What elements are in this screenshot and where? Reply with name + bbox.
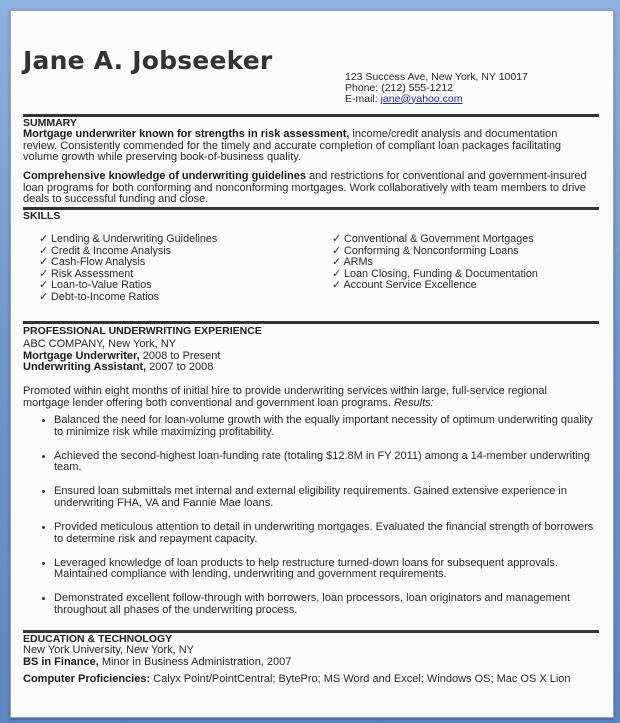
bullet-text: Leveraged knowledge of loan products to help restructure turned-down loans for subsequent approvals. Maintained compliance with lending, underwriting and government requirements. [54, 556, 558, 581]
results-label: Results: [393, 396, 434, 409]
bullet-text: Demonstrated excellent follow-through with borrowers, loan processors, loan originators and management throughout all phases of the underwriting process. [54, 592, 571, 617]
summary-highlight-2: Comprehensive knowledge of underwriting guidelines [23, 170, 306, 182]
phone: Phone: (212) 555-1212 [345, 81, 453, 94]
skills-right-column [332, 234, 538, 292]
computer-proficiencies-label: Computer Proficiencies: [23, 673, 151, 686]
skill-item: ✓ Loan-to-Value Ratios [39, 280, 217, 292]
skill-item: ✓ Credit & Income Analysis [39, 246, 217, 258]
skills-heading: SKILLS [23, 210, 61, 222]
skills-left-column [39, 234, 217, 304]
results-list [54, 415, 604, 629]
summary-highlight-1: Mortgage underwriter known for strengths in risk assessment, [23, 128, 350, 140]
school: New York University, New York, NY [23, 644, 194, 656]
candidate-name: Jane A. Jobseeker [23, 46, 273, 75]
summary-heading: SUMMARY [23, 117, 77, 129]
bullet-icon [42, 597, 45, 600]
summary-paragraph-1 [23, 129, 585, 164]
role-title: Mortgage Underwriter, [23, 349, 140, 362]
role-dates: 2007 to 2008 [146, 361, 214, 374]
intro-text: Promoted within eight months of initial hire to provide underwriting services within large, full-service regional mortgage lender offering both conventional and government loan programs. [23, 385, 547, 409]
bullet-icon [42, 490, 45, 493]
skill-item: ✓ Lending & Underwriting Guidelines [39, 234, 217, 246]
email-link[interactable]: jane@yahoo.com [380, 92, 463, 105]
education-block [23, 645, 571, 686]
address: 123 Success Ave, New York, NY 10017 [345, 71, 528, 83]
resume-page [10, 10, 614, 718]
section-divider [23, 321, 599, 324]
skill-item: ✓ Loan Closing, Funding & Documentation [332, 269, 538, 281]
bullet-text: Ensured loan submittals met internal and external eligibility requirements. Gained extensive experience in underwriting FHA, VA and Fannie Mae loans. [54, 485, 567, 509]
degree-detail: Minor in Business Administration, 2007 [98, 655, 292, 668]
skill-item: ✓ Cash-Flow Analysis [39, 257, 217, 269]
bullet-icon [42, 526, 45, 529]
experience-intro [23, 386, 585, 409]
skill-item: ✓ Risk Assessment [39, 269, 217, 281]
summary-paragraph-2 [23, 171, 605, 206]
section-divider [23, 114, 599, 117]
role-title: Underwriting Assistant, [23, 361, 147, 374]
list-item [54, 415, 604, 438]
bullet-text: Provided meticulous attention to detail in underwriting mortgages. Evaluated the financial strength of borrowers to determine risk and repayment capacity. [54, 521, 594, 545]
list-item [54, 558, 604, 581]
list-item [54, 486, 604, 509]
experience-heading: PROFESSIONAL UNDERWRITING EXPERIENCE [23, 325, 262, 337]
skill-item: ✓ ARMs [332, 257, 538, 269]
education-heading: EDUCATION & TECHNOLOGY [23, 633, 173, 645]
list-item [54, 522, 604, 545]
contact-block [345, 72, 528, 104]
bullet-text: Achieved the second-highest loan-funding rate (totaling $12.8M in FY 2011) among a 14-member underwriting team. [54, 449, 590, 474]
skill-item: ✓ Conforming & Nonconforming Loans [332, 246, 538, 258]
section-divider [23, 207, 599, 210]
bullet-icon [42, 562, 45, 565]
skill-item: ✓ Conventional & Government Mortgages [332, 234, 538, 246]
company: ABC COMPANY, New York, NY [23, 338, 177, 350]
summary-text-2: and restrictions for conventional and government-insured loan programs for both conforming and nonconforming mortgages. Work collaboratively with team members to drive deals to successful funding and close. [23, 170, 587, 206]
summary-text-1: income/credit analysis and documentation review. Consistently commended for the timely and accurate completion of compliant loan packages facilitating volume growth while preserving book-of-business quality. [23, 128, 562, 164]
list-item [54, 593, 604, 616]
degree: BS in Finance, [23, 655, 99, 668]
skill-item: ✓ Account Service Excellence [332, 280, 538, 292]
job-header [23, 339, 220, 374]
bullet-icon [42, 419, 45, 422]
skill-item: ✓ Debt-to-Income Ratios [39, 292, 217, 304]
role-dates: 2008 to Present [139, 349, 221, 362]
bullet-icon [42, 455, 45, 458]
list-item [54, 451, 604, 474]
bullet-text: Balanced the need for loan-volume growth with the equally important necessity of optimum underwriting quality to minimize risk while maximizing profitability. [54, 414, 593, 438]
computer-proficiencies: Calyx Point/PointCentral; BytePro; MS Word and Excel; Windows OS; Mac OS X Lion [150, 673, 571, 686]
email-label: E-mail: [345, 92, 381, 105]
